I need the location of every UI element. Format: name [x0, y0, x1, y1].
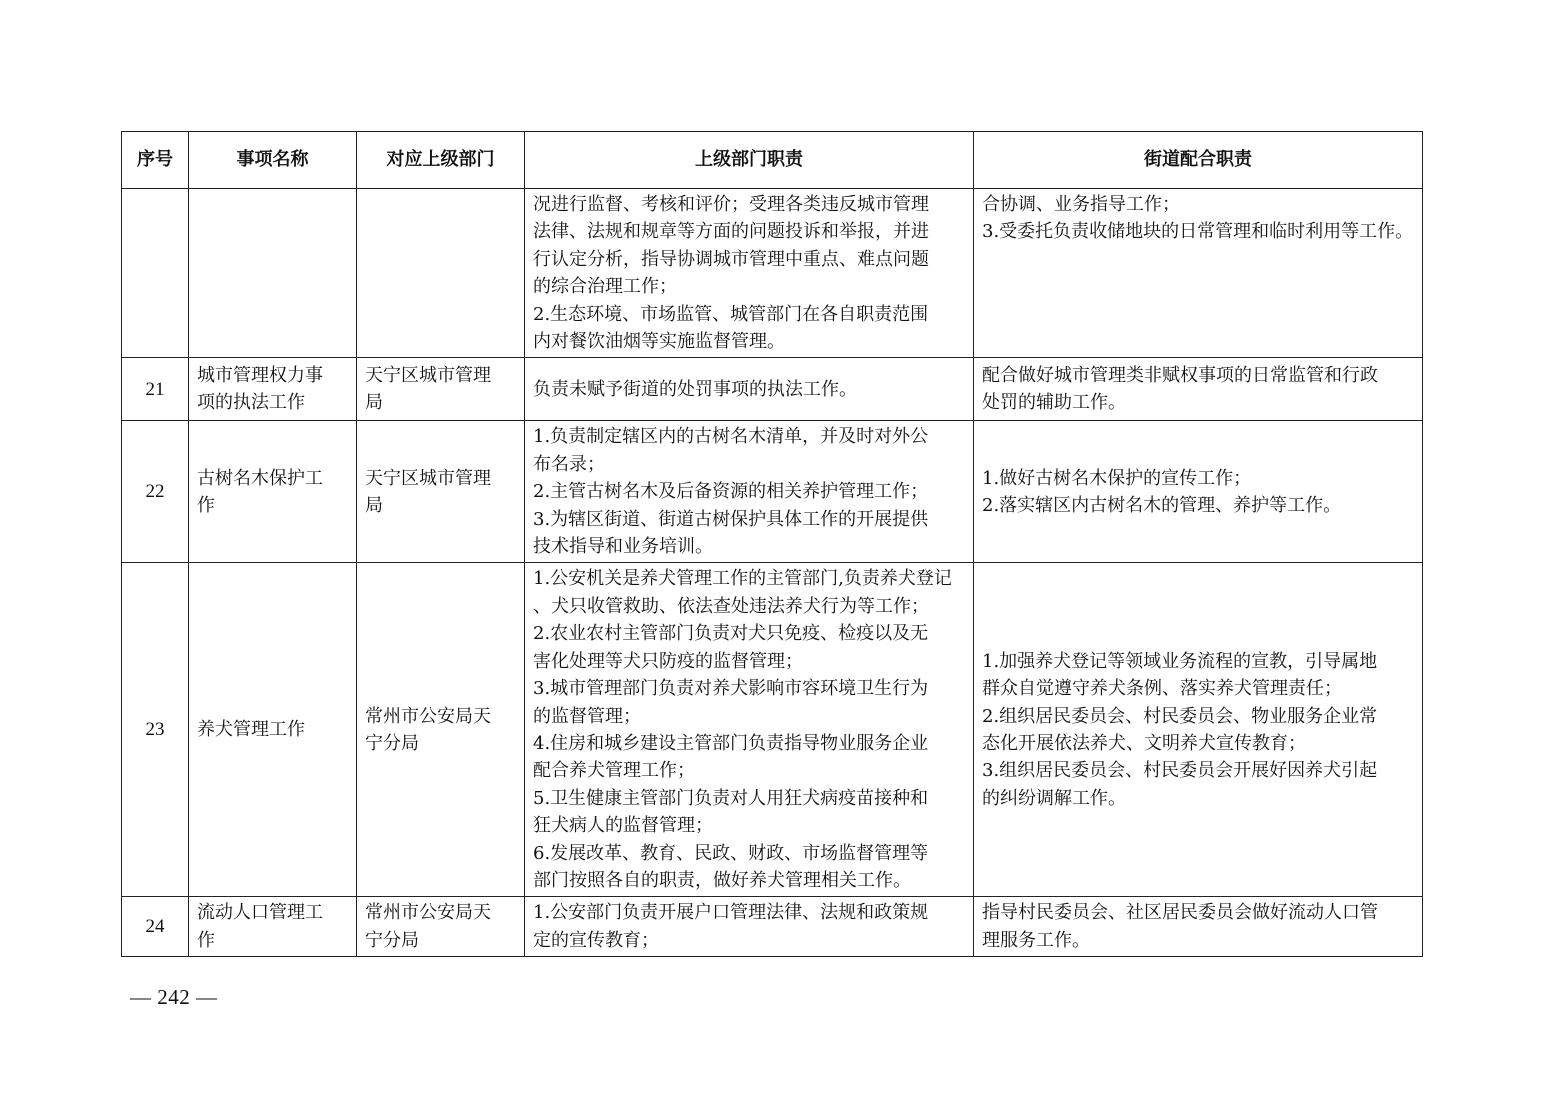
text-line: 局: [365, 392, 383, 414]
table-header-row: [122, 132, 1423, 189]
text-line: 作: [197, 929, 215, 951]
cell-street-duty: [974, 358, 1423, 421]
text-line: 城市管理权力事: [197, 365, 323, 387]
text-line: 2.农业农村主管部门负责对犬只免疫、检疫以及无: [533, 623, 929, 645]
text-line: 5.卫生健康主管部门负责对人用狂犬病疫苗接种和: [533, 787, 929, 809]
table-row: [122, 358, 1423, 421]
responsibility-table: [121, 131, 1423, 957]
cell-upper-duty: [525, 897, 974, 957]
cell-serial: 23: [122, 563, 189, 897]
cell-street-duty: [974, 563, 1423, 897]
cell-item-name: [189, 421, 357, 563]
text-line: 2.组织居民委员会、村民委员会、物业服务企业常: [982, 705, 1378, 727]
cell-upper-dept: [357, 897, 525, 957]
text-line: 作: [197, 494, 215, 516]
text-line: 养犬管理工作: [197, 719, 305, 741]
cell-upper-duty: [525, 563, 974, 897]
text-line: 1.加强养犬登记等领域业务流程的宣教，引导属地: [982, 650, 1378, 672]
text-line: 的纠纷调解工作。: [982, 787, 1126, 809]
cell-serial: 24: [122, 897, 189, 957]
table-row: [122, 897, 1423, 957]
text-line: 布名录；: [533, 453, 605, 475]
cell-upper-duty: [525, 189, 974, 358]
text-line: 内对餐饮油烟等实施监督管理。: [533, 331, 785, 353]
cell-upper-dept: [357, 189, 525, 358]
text-line: 1.做好古树名木保护的宣传工作；: [982, 467, 1252, 489]
text-line: 部门按照各自的职责，做好养犬管理相关工作。: [533, 869, 911, 891]
text-line: 常州市公安局天: [365, 902, 491, 924]
text-line: 合协调、业务指导工作；: [982, 194, 1180, 215]
cell-upper-duty: [525, 358, 974, 421]
cell-item-name: [189, 563, 357, 897]
text-line: 局: [365, 494, 383, 516]
text-line: 古树名木保护工: [197, 467, 323, 489]
cell-upper-dept: [357, 358, 525, 421]
header-item-name: 事项名称: [189, 132, 357, 189]
header-serial: 序号: [122, 132, 189, 189]
text-line: 宁分局: [365, 732, 419, 754]
text-line: 常州市公安局天: [365, 705, 491, 727]
text-line: 2.主管古树名木及后备资源的相关养护管理工作；: [533, 481, 929, 503]
table-row-continuation: [122, 189, 1423, 358]
text-line: 配合养犬管理工作；: [533, 760, 695, 782]
text-line: 配合做好城市管理类非赋权事项的日常监管和行政: [982, 365, 1378, 387]
cell-street-duty: [974, 897, 1423, 957]
text-line: 行认定分析，指导协调城市管理中重点、难点问题: [533, 248, 929, 270]
table-row: [122, 421, 1423, 563]
text-line: 定的宣传教育；: [533, 929, 659, 951]
cell-serial: 21: [122, 358, 189, 421]
text-line: 狂犬病人的监督管理；: [533, 815, 713, 837]
header-upper-duty: 上级部门职责: [525, 132, 974, 189]
text-line: 理服务工作。: [982, 929, 1090, 951]
text-line: 1.负责制定辖区内的古树名木清单，并及时对外公: [533, 426, 929, 448]
header-street-duty: 街道配合职责: [974, 132, 1423, 189]
cell-item-name: [189, 189, 357, 358]
text-line: 的监督管理；: [533, 705, 641, 727]
text-line: 宁分局: [365, 929, 419, 951]
cell-item-name: [189, 897, 357, 957]
text-line: 、犬只收管救助、依法查处违法养犬行为等工作；: [533, 595, 929, 617]
text-line: 群众自觉遵守养犬条例、落实养犬管理责任；: [982, 678, 1342, 700]
text-line: 2.落实辖区内古树名木的管理、养护等工作。: [982, 494, 1342, 516]
cell-upper-dept: [357, 421, 525, 563]
text-line: 2.生态环境、市场监管、城管部门在各自职责范围: [533, 303, 929, 325]
text-line: 项的执法工作: [197, 392, 305, 414]
cell-street-duty: [974, 421, 1423, 563]
text-line: 况进行监督、考核和评价；受理各类违反城市管理: [533, 194, 929, 215]
header-upper-dept: 对应上级部门: [357, 132, 525, 189]
cell-street-duty: [974, 189, 1423, 358]
text-line: 害化处理等犬只防疫的监督管理；: [533, 650, 803, 672]
text-line: 1.公安机关是养犬管理工作的主管部门,负责养犬登记: [533, 568, 952, 590]
cell-serial: [122, 189, 189, 358]
cell-serial: 22: [122, 421, 189, 563]
text-line: 负责未赋予街道的处罚事项的执法工作。: [533, 378, 857, 400]
text-line: 3.城市管理部门负责对养犬影响市容环境卫生行为: [533, 678, 929, 700]
text-line: 处罚的辅助工作。: [982, 392, 1126, 414]
text-line: 态化开展依法养犬、文明养犬宣传教育；: [982, 732, 1306, 754]
text-line: 天宁区城市管理: [365, 467, 491, 489]
text-line: 3.为辖区街道、街道古树保护具体工作的开展提供: [533, 508, 929, 530]
text-line: 3.组织居民委员会、村民委员会开展好因养犬引起: [982, 760, 1378, 782]
text-line: 1.公安部门负责开展户口管理法律、法规和政策规: [533, 902, 929, 924]
table-row: [122, 563, 1423, 897]
text-line: 天宁区城市管理: [365, 365, 491, 387]
cell-upper-dept: [357, 563, 525, 897]
text-line: 4.住房和城乡建设主管部门负责指导物业服务企业: [533, 732, 929, 754]
text-line: 指导村民委员会、社区居民委员会做好流动人口管: [982, 902, 1378, 924]
text-line: 流动人口管理工: [197, 902, 323, 924]
cell-upper-duty: [525, 421, 974, 563]
page-number: — 242 —: [130, 985, 218, 1009]
text-line: 6.发展改革、教育、民政、财政、市场监督管理等: [533, 842, 929, 864]
text-line: 的综合治理工作；: [533, 276, 677, 298]
text-line: 3.受委托负责收储地块的日常管理和临时利用等工作。: [982, 221, 1414, 243]
text-line: 技术指导和业务培训。: [533, 536, 713, 558]
cell-item-name: [189, 358, 357, 421]
text-line: 法律、法规和规章等方面的问题投诉和举报，并进: [533, 221, 929, 243]
